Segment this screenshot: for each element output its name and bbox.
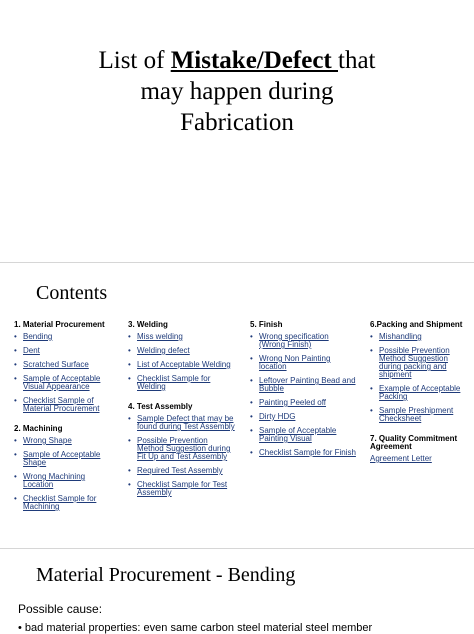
link-sample-defect-test-assembly[interactable]: Sample Defect that may be found during Test Assembly <box>137 414 235 431</box>
contents-title: Contents <box>36 282 108 304</box>
link-dent[interactable]: Dent <box>23 346 40 355</box>
link-prevention-fit-up[interactable]: Possible Prevention Method Suggestion during Fit Up and Test Assembly <box>137 436 231 461</box>
list-item <box>128 333 235 341</box>
section-heading-quality-commitment: 7. Quality Commitment Agreement <box>370 434 458 451</box>
slide3-title: Material Procurement - Bending <box>36 564 296 586</box>
list-item <box>14 375 114 391</box>
link-acceptable-painting[interactable]: Sample of Acceptable Painting Visual <box>259 426 337 443</box>
title-emphasis: Mistake/Defect <box>170 47 338 74</box>
list-item <box>250 449 356 457</box>
title-prefix: List of <box>98 47 171 74</box>
list-item <box>14 347 114 355</box>
link-welding-defect[interactable]: Welding defect <box>137 346 190 355</box>
section-heading-material-procurement: 1. Material Procurement <box>14 320 105 329</box>
title-line3: Fabrication <box>180 109 294 136</box>
list-item <box>250 377 356 393</box>
list-item <box>250 355 356 371</box>
list-item <box>14 451 114 467</box>
contents-column-3 <box>250 321 356 463</box>
link-wrong-non-painting-location[interactable]: Wrong Non Painting location <box>259 354 331 371</box>
link-acceptable-packing[interactable]: Example of Acceptable Packing <box>379 384 461 401</box>
list-item <box>250 399 356 407</box>
link-agreement-letter[interactable]: Agreement Letter <box>370 454 432 463</box>
list-item <box>128 375 235 391</box>
link-mishandling[interactable]: Mishandling <box>379 332 422 341</box>
slide-divider <box>0 262 474 263</box>
title-line1-suffix: that <box>338 47 376 74</box>
possible-cause-label: Possible cause: <box>18 602 103 616</box>
contents-column-4 <box>370 321 464 463</box>
title-line2: may happen during <box>140 78 334 105</box>
link-miss-welding[interactable]: Miss welding <box>137 332 183 341</box>
link-checklist-welding[interactable]: Checklist Sample for Welding <box>137 374 211 391</box>
section-list-packing-shipment <box>370 333 464 423</box>
link-checklist-finish[interactable]: Checklist Sample for Finish <box>259 448 356 457</box>
section-heading-test-assembly: 4. Test Assembly <box>128 402 193 411</box>
link-checklist-machining[interactable]: Checklist Sample for Machining <box>23 494 97 511</box>
list-item <box>128 415 235 431</box>
link-preshipment-checksheet[interactable]: Sample Preshipment Checksheet <box>379 406 454 423</box>
section-list-material-procurement <box>14 333 114 413</box>
section-heading-welding: 3. Welding <box>128 320 168 329</box>
list-item <box>14 397 114 413</box>
link-acceptable-shape[interactable]: Sample of Acceptable Shape <box>23 450 101 467</box>
list-item <box>14 333 114 341</box>
slide-divider <box>0 548 474 549</box>
cause-bullet-text: bad material properties: even same carbon steel material steel member <box>24 622 373 634</box>
list-item <box>128 467 235 475</box>
list-item <box>128 347 235 355</box>
section-heading-machining: 2. Machining <box>14 424 63 433</box>
list-item <box>14 473 114 489</box>
list-item <box>370 385 464 401</box>
contents-column-1 <box>14 321 114 517</box>
list-item <box>14 437 114 445</box>
link-acceptable-visual[interactable]: Sample of Acceptable Visual Appearance <box>23 374 101 391</box>
link-wrong-shape[interactable]: Wrong Shape <box>23 436 72 445</box>
link-required-test-assembly[interactable]: Required Test Assembly <box>137 466 223 475</box>
list-item <box>14 495 114 511</box>
list-item <box>128 437 235 461</box>
list-item <box>250 413 356 421</box>
list-item <box>370 347 464 379</box>
section-heading-packing-shipment: 6.Packing and Shipment <box>370 320 463 329</box>
link-leftover-painting[interactable]: Leftover Painting Bead and Bubble <box>259 376 356 393</box>
link-prevention-packing[interactable]: Possible Prevention Method Suggestion during packing and shipment <box>379 346 450 379</box>
list-item <box>128 481 235 497</box>
list-item <box>128 361 235 369</box>
link-checklist-test-assembly[interactable]: Checklist Sample for Test Assembly <box>137 480 228 497</box>
title-slide <box>0 0 474 260</box>
contents-column-2 <box>128 321 235 503</box>
link-wrong-specification[interactable]: Wrong specification (Wrong Finish) <box>259 332 329 349</box>
section-list-finish <box>250 333 356 457</box>
link-bending[interactable]: Bending <box>23 332 53 341</box>
link-dirty-hdg[interactable]: Dirty HDG <box>259 412 296 421</box>
link-acceptable-welding[interactable]: List of Acceptable Welding <box>137 360 231 369</box>
link-scratched-surface[interactable]: Scratched Surface <box>23 360 89 369</box>
section-list-welding <box>128 333 235 391</box>
cause-bullet: • bad material properties: even same carbon steel material steel member <box>18 622 373 634</box>
section-heading-finish: 5. Finish <box>250 320 283 329</box>
section-list-test-assembly <box>128 415 235 497</box>
link-painting-peeled[interactable]: Painting Peeled off <box>259 398 327 407</box>
link-wrong-machining-location[interactable]: Wrong Machining Location <box>23 472 86 489</box>
section-list-machining <box>14 437 114 511</box>
list-item <box>370 333 464 341</box>
list-item <box>14 361 114 369</box>
list-item <box>370 407 464 423</box>
list-item <box>250 427 356 443</box>
list-item <box>250 333 356 349</box>
slide-title <box>0 45 474 138</box>
link-checklist-material[interactable]: Checklist Sample of Material Procurement <box>23 396 100 413</box>
